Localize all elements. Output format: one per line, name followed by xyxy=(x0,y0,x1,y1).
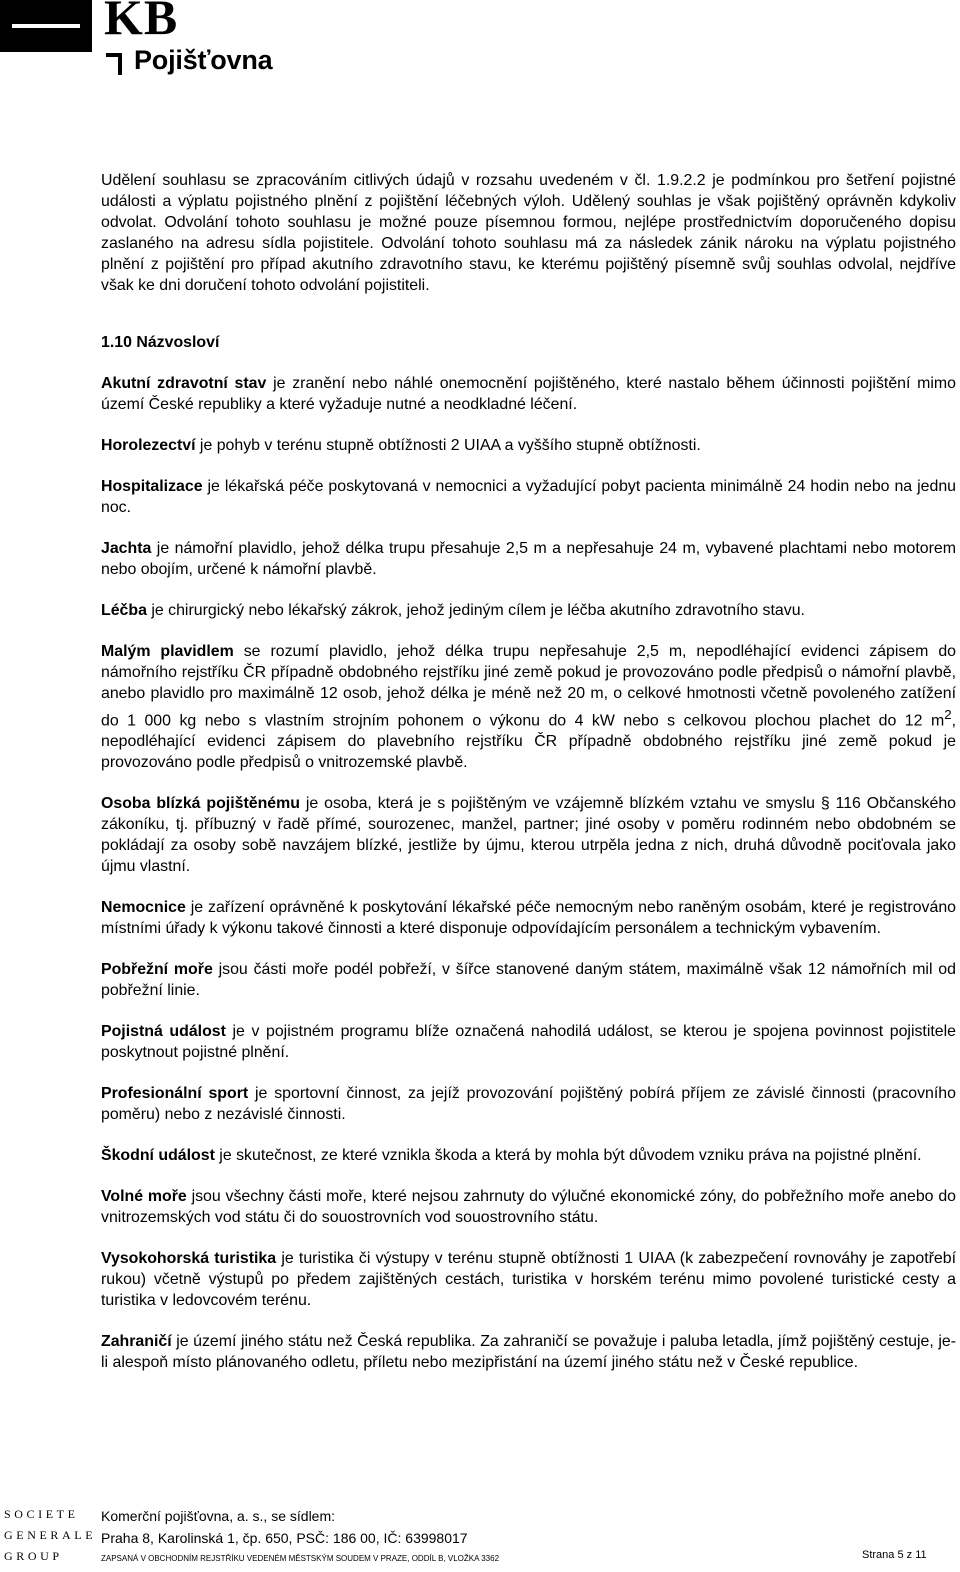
definition-paragraph xyxy=(101,600,956,621)
kb-logo xyxy=(0,0,300,80)
definition-term: Hospitalizace xyxy=(101,478,203,495)
sg-line: SOCIETE xyxy=(4,1507,79,1521)
definition-paragraph xyxy=(101,1248,956,1311)
section-heading: 1.10 Názvosloví xyxy=(101,334,220,351)
definition-text: je území jiného státu než Česká republika. Za zahraničí se považuje i paluba letadla, jímž pojištěný cestuje, je-li alespoň místo plánovaného odletu, příletu nebo mezipřistání na území jiného státu než v České republice. xyxy=(101,1333,956,1372)
definition-term: Zahraničí xyxy=(101,1333,172,1351)
definition-text: jsou všechny části moře, které nejsou zahrnuty do výlučné ekonomické zóny, do pobřežního moře anebo do vnitrozemských vod státu či do souostrovních vod souostrovního státu. xyxy=(101,1188,957,1227)
sg-line: GROUP xyxy=(4,1549,63,1563)
definition-term: Horolezectví xyxy=(101,437,196,454)
definition-term: Pobřežní moře xyxy=(101,961,213,979)
footer-company: Komerční pojišťovna, a. s., se sídlem: xyxy=(101,1508,336,1524)
footer-address: Praha 8, Karolinská 1, čp. 650, PSČ: 186 00, IČ: 63998017 xyxy=(101,1530,468,1546)
definition-term: Nemocnice xyxy=(101,899,186,917)
definition-paragraph xyxy=(101,641,956,773)
definition-text: je zranění nebo náhlé onemocnění pojištěného, které nastalo během účinnosti pojištění mimo území České republiky a které vyžaduje nutné a neodkladné léčení. xyxy=(101,375,956,413)
definition-term: Profesionální sport xyxy=(101,1085,249,1103)
definition-paragraph xyxy=(101,959,956,1001)
page-number: Strana 5 z 11 xyxy=(862,1549,927,1561)
definition-term: Malým plavidlem xyxy=(101,643,234,660)
definition-text: je chirurgický nebo lékařský zákrok, jehož jediným cílem je léčba akutního zdravotního stavu. xyxy=(146,602,805,619)
definition-term: Škodní událost xyxy=(101,1147,215,1165)
definition-paragraph xyxy=(101,373,956,415)
definition-text-after: , nepodléhající evidenci zápisem do plavebního rejstříku ČR případně obdobného rejstříku jiné země pokud je provozováno podle předpisů o vnitrozemské plavbě. xyxy=(101,712,956,772)
superscript: 2 xyxy=(944,707,952,722)
definition-paragraph xyxy=(101,435,956,456)
definition-text: je námořní plavidlo, jehož délka trupu přesahuje 2,5 m a nepřesahuje 24 m, vybavené plachtami nebo motorem nebo obojím, určené k námořní plavbě. xyxy=(101,540,956,578)
document-body xyxy=(101,170,956,1393)
definition-text: je skutečnost, ze které vznikla škoda a která by mohla být důvodem vzniku práva na pojistné plnění. xyxy=(214,1147,922,1165)
definition-text: je zařízení oprávněné k poskytování lékařské péče nemocným nebo raněným osobám, které je registrováno místními úřady k výkonu takové činnosti a které disponuje odpovídajícím personálem a technickým vybavením. xyxy=(101,899,956,938)
definition-text: je lékařská péče poskytovaná v nemocnici a vyžadující pobyt pacienta minimálně 24 hodin nebo na jednu noc. xyxy=(101,478,956,516)
definition-text: se rozumí plavidlo, jehož délka trupu nepřesahuje 2,5 m, nepodléhající evidenci zápisem do námořního rejstříku ČR případně obdobného rejstříku jiné země pokud je provozováno podle předpisů o námořní plavbě, anebo plavidlo pro maximálně 12 osob, jehož délka je méně než 20 m, o celkové hmotnosti včetně povoleného zatížení do 1 000 kg nebo s vlastním strojním pohonem o výkonu do 4 kW nebo s celkovou plochou plachet do 12 m xyxy=(101,643,957,730)
definition-term: Jachta xyxy=(101,540,152,557)
logo-square-icon xyxy=(0,0,92,52)
definition-term: Osoba blízká pojištěnému xyxy=(101,795,300,813)
footer-register: ZAPSANÁ V OBCHODNÍM REJSTŘÍKU VEDENÉM MĚSTSKÝM SOUDEM V PRAZE, ODDÍL B, VLOŽKA 3362 xyxy=(101,1554,500,1563)
brand-name: Pojišťovna xyxy=(134,45,273,75)
intro-paragraph: Udělení souhlasu se zpracováním citlivých údajů v rozsahu uvedeném v čl. 1.9.2.2 je podmínkou pro šetření pojistné události a výplatu pojistného plnění z pojištění léčebných výloh. Udělený souhlas je však pojištěný oprávněn kdykoliv odvolat. Odvolání tohoto souhlasu je možné pouze písemnou formou, nejlépe prostřednictvím doporučeného dopisu zaslaného na adresu sídla pojistitele. Odvolání tohoto souhlasu má za následek zánik nároku na výplatu pojistného plnění z pojištění pro případ akutního zdravotního stavu, ke kterému pojištěný písemně svůj souhlas odvolal, nejdříve však ke dni doručení tohoto odvolání pojistiteli. xyxy=(101,172,956,294)
definition-text: je sportovní činnost, za jejíž provozování pojištěný pobírá příjem ze závislé činnosti (pracovního poměru) nebo z nezávislé činnosti. xyxy=(101,1085,956,1124)
definition-text: je turistika či výstupy v terénu stupně obtížnosti 1 UIAA (k zabezpečení rovnováhy je zapotřebí rukou) včetně výstupů po předem zajištěných cestách, turistika v horském terénu mimo povolené turistické cesty a turistika v ledovcovém terénu. xyxy=(101,1250,956,1310)
definition-paragraph xyxy=(101,1083,956,1125)
definition-term: Volné moře xyxy=(101,1188,187,1206)
definition-term: Pojistná událost xyxy=(101,1023,226,1041)
sg-line: GENERALE xyxy=(4,1528,97,1542)
definition-paragraph xyxy=(101,1021,956,1063)
definition-text: je v pojistném programu blíže označená nahodilá událost, se kterou je spojena povinnost pojistitele poskytnout pojistné plnění. xyxy=(101,1023,956,1062)
definition-paragraph xyxy=(101,476,956,518)
definition-term: Akutní zdravotní stav xyxy=(101,375,267,392)
definition-term: Léčba xyxy=(101,602,147,619)
definition-paragraph xyxy=(101,1331,956,1373)
definition-text: jsou části moře podél pobřeží, v šířce stanovené daným státem, maximálně však 12 námořních mil od pobřežní linie. xyxy=(101,961,956,1000)
definition-paragraph xyxy=(101,538,956,580)
definition-text: je osoba, která je s pojištěným ve vzájemně blízkém vztahu ve smyslu § 116 Občanského zákoníku, tj. příbuzný v řadě přímé, sourozenec, manžel, partner; jiné osoby v poměru rodinném nebo obdobném se pokládají za osoby sobě navzájem blízké, jestliže by újmu, kterou utrpěla jedna z nich, druhá důvodně pociťovala jako újmu vlastní. xyxy=(101,795,956,876)
definition-paragraph xyxy=(101,1186,956,1228)
logo-letters: KB xyxy=(104,0,179,45)
societe-generale-logo xyxy=(4,1504,96,1567)
logo-bracket-icon xyxy=(106,53,122,75)
definition-paragraph xyxy=(101,793,956,877)
definition-term: Vysokohorská turistika xyxy=(101,1250,277,1268)
definition-text: je pohyb v terénu stupně obtížnosti 2 UIAA a vyššího stupně obtížnosti. xyxy=(195,437,701,454)
definition-paragraph xyxy=(101,897,956,939)
definition-paragraph xyxy=(101,1145,956,1166)
